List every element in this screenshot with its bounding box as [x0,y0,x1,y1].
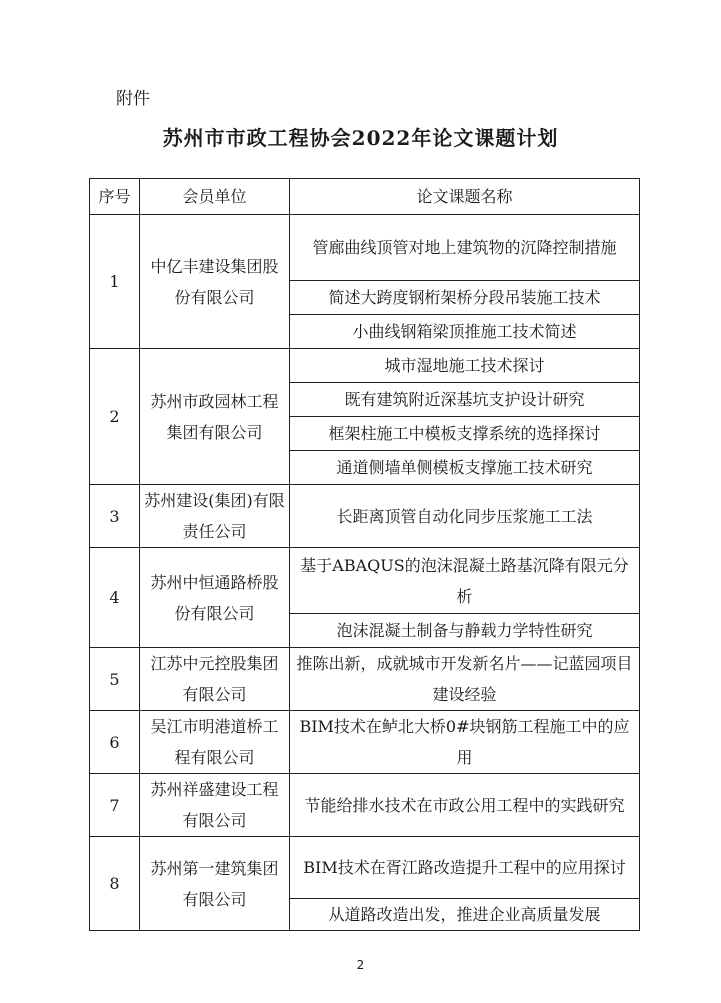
header-unit: 会员单位 [140,179,290,215]
table-row [90,548,640,614]
row-index: 1 [90,215,140,349]
attachment-label: 附件 [116,89,150,109]
topic-title: 简述大跨度钢桁架桥分段吊装施工技术 [290,281,640,315]
member-unit: 吴江市明港道桥工程有限公司 [140,711,290,774]
table-row [90,485,640,548]
table-row [90,711,640,774]
table-row [90,215,640,281]
topic-title: 小曲线钢箱梁顶推施工技术简述 [290,315,640,349]
topic-title: 通道侧墙单侧模板支撑施工技术研究 [290,451,640,485]
topic-title: 基于ABAQUS的泡沫混凝土路基沉降有限元分析 [290,548,640,614]
table-row [90,837,640,899]
member-unit: 中亿丰建设集团股份有限公司 [140,215,290,349]
topic-title: 从道路改造出发，推进企业高质量发展 [290,899,640,931]
topic-title: 泡沫混凝土制备与静载力学特性研究 [290,614,640,648]
member-unit: 苏州建设(集团)有限责任公司 [140,485,290,548]
topic-title: 既有建筑附近深基坑支护设计研究 [290,383,640,417]
topic-title: 城市湿地施工技术探讨 [290,349,640,383]
topics-table [89,178,640,931]
table-row [90,774,640,837]
topic-title: BIM技术在胥江路改造提升工程中的应用探讨 [290,837,640,899]
table-row [90,648,640,711]
header-index: 序号 [90,179,140,215]
document-title: 苏州市市政工程协会2022年论文课题计划 [162,126,559,150]
member-unit: 苏州中恒通路桥股份有限公司 [140,548,290,648]
row-index: 7 [90,774,140,837]
member-unit: 苏州第一建筑集团有限公司 [140,837,290,931]
row-index: 6 [90,711,140,774]
row-index: 3 [90,485,140,548]
topic-title: 推陈出新，成就城市开发新名片——记蓝园项目建设经验 [290,648,640,711]
member-unit: 苏州祥盛建设工程有限公司 [140,774,290,837]
topic-title: 管廊曲线顶管对地上建筑物的沉降控制措施 [290,215,640,281]
header-topic: 论文课题名称 [290,179,640,215]
row-index: 8 [90,837,140,931]
row-index: 4 [90,548,140,648]
member-unit: 江苏中元控股集团有限公司 [140,648,290,711]
topic-title: BIM技术在鲈北大桥0#块钢筋工程施工中的应用 [290,711,640,774]
topic-title: 节能给排水技术在市政公用工程中的实践研究 [290,774,640,837]
topic-title: 框架柱施工中模板支撑系统的选择探讨 [290,417,640,451]
page-number: 2 [356,958,365,972]
topic-title: 长距离顶管自动化同步压浆施工工法 [290,485,640,548]
table-row [90,349,640,383]
row-index: 2 [90,349,140,485]
row-index: 5 [90,648,140,711]
member-unit: 苏州市政园林工程集团有限公司 [140,349,290,485]
table-header-row [90,179,640,215]
